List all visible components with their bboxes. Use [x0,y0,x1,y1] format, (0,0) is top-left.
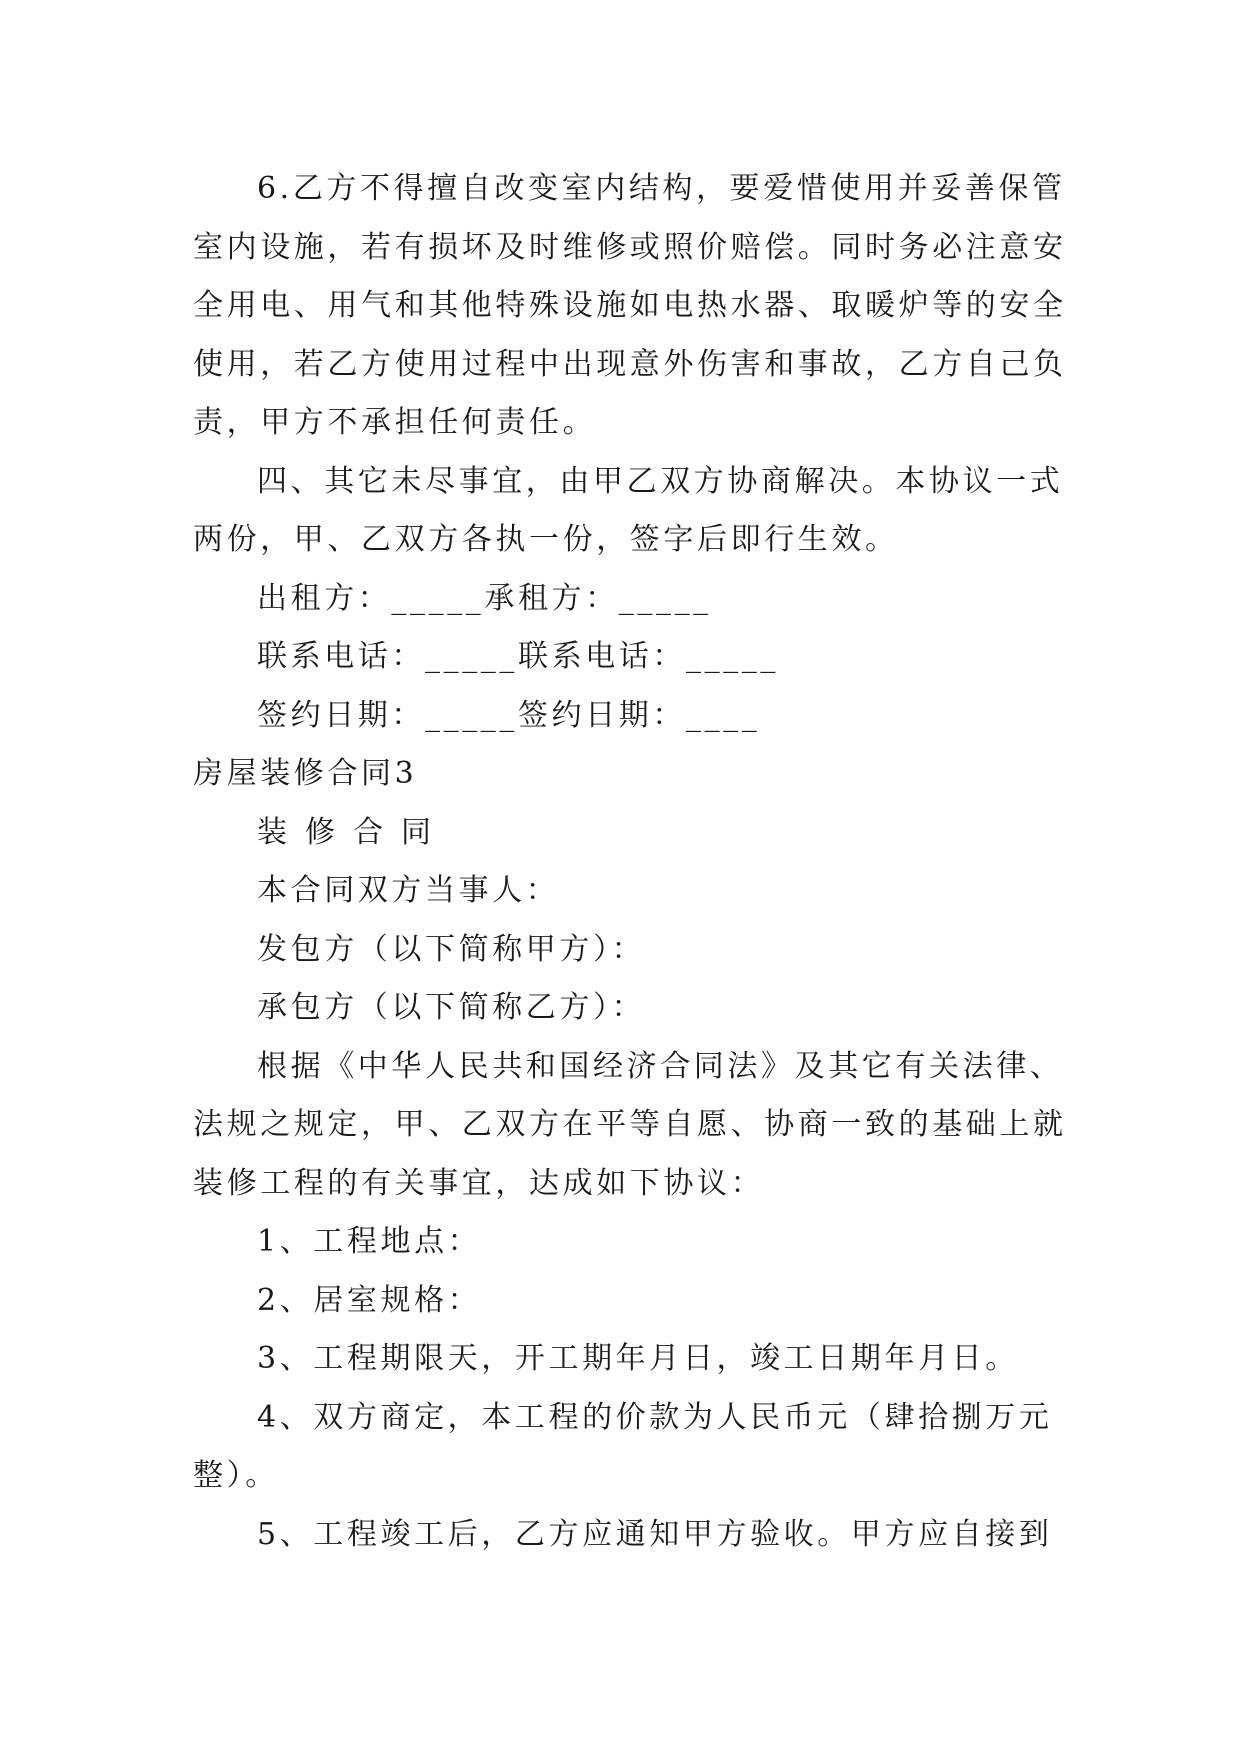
paragraph-line: 室内设施，若有损坏及时维修或照价赔偿。同时务必注意安 [193,229,1067,265]
paragraph-line: 6.乙方不得擅自改变室内结构，要爱惜使用并妥善保管 [257,171,1066,206]
clause-line: 2、居室规格： [257,1282,482,1318]
paragraph-line: 使用，若乙方使用过程中出现意外伤害和事故，乙方自己负 [193,346,1067,382]
paragraph-line: 承包方（以下简称乙方）： [257,990,646,1025]
clause-line: 3、工程期限天，开工期年月日，竣工日期年月日。 [257,1341,1019,1376]
clause-line: 5、工程竣工后，乙方应通知甲方验收。甲方应自接到 [257,1516,1053,1552]
document-body [193,160,1067,1564]
signature-line-phone: 联系电话：_____联系电话：_____ [257,639,779,674]
paragraph-line: 本合同双方当事人： [257,873,560,908]
paragraph-line: 根据《中华人民共和国经济合同法》及其它有关法律、 [257,1048,1064,1084]
clause-line: 4、双方商定，本工程的价款为人民币元（肆拾捌万元 [257,1399,1053,1435]
signature-line-parties: 出租方：_____承租方：_____ [257,580,712,616]
section-heading: 房屋装修合同3 [193,756,418,791]
paragraph-line: 法规之规定，甲、乙双方在平等自愿、协商一致的基础上就 [193,1107,1067,1142]
paragraph-line: 四、其它未尽事宜，由甲乙双方协商解决。本协议一式 [257,463,1064,499]
clause-line: 整）。 [193,1458,279,1493]
paragraph-line: 责，甲方不承担任何责任。 [193,405,597,440]
contract-title: 装修合同 [257,814,449,850]
paragraph-line: 全用电、用气和其他特殊设施如电热水器、取暖炉等的安全 [193,288,1067,323]
paragraph-line: 发包方（以下简称甲方）： [257,931,646,967]
paragraph-line: 两份，甲、乙双方各执一份，签字后即行生效。 [193,522,899,557]
clause-line: 1、工程地点： [257,1224,482,1259]
paragraph-line: 装修工程的有关事宜，达成如下协议： [193,1165,765,1201]
signature-line-date: 签约日期：_____签约日期：____ [257,697,761,733]
